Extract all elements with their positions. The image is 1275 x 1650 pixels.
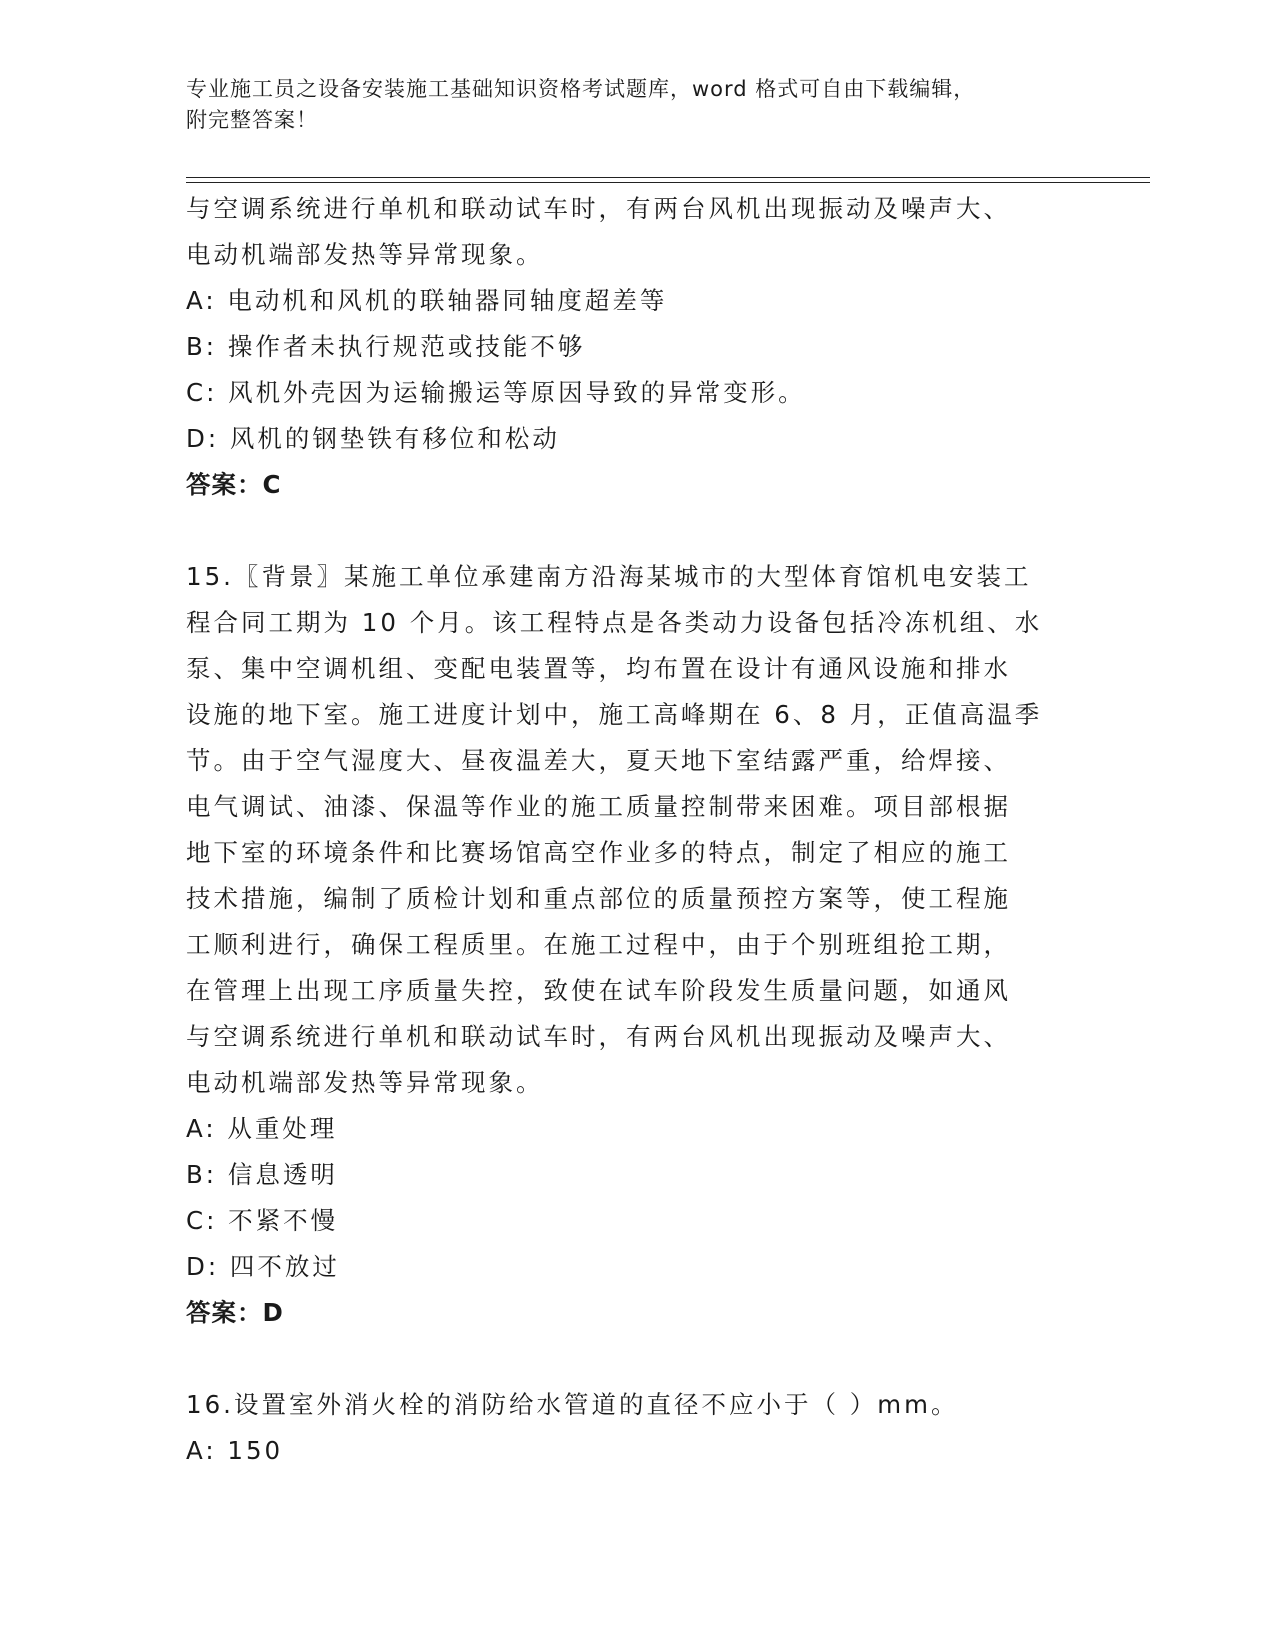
question-text-line: 设施的地下室。施工进度计划中，施工高峰期在 6、8 月，正值高温季 (186, 700, 1043, 729)
option-c: C: 不紧不慢 (186, 1206, 339, 1235)
question-text-line: 泵、集中空调机组、变配电装置等，均布置在设计有通风设施和排水 (186, 654, 1011, 683)
option-b: B: 操作者未执行规范或技能不够 (186, 332, 586, 361)
header-line-2: 附完整答案！ (186, 108, 318, 132)
question-text-line: 工顺利进行，确保工程质里。在施工过程中，由于个别班组抢工期， (186, 930, 1011, 959)
question-text-line: 节。由于空气湿度大、昼夜温差大，夏天地下室结露严重，给焊接、 (186, 746, 1011, 775)
option-a: A: 电动机和风机的联轴器同轴度超差等 (186, 286, 668, 315)
question-text-line: 电动机端部发热等异常现象。 (186, 240, 544, 269)
option-c: C: 风机外壳因为运输搬运等原因导致的异常变形。 (186, 378, 806, 407)
question-text-line: 16.设置室外消火栓的消防给水管道的直径不应小于（ ）mm。 (186, 1390, 959, 1419)
header-rule-top (186, 177, 1150, 178)
question-text-line: 程合同工期为 10 个月。该工程特点是各类动力设备包括冷冻机组、水 (186, 608, 1043, 637)
question-text-line: 电气调试、油漆、保温等作业的施工质量控制带来困难。项目部根据 (186, 792, 1011, 821)
option-a: A: 从重处理 (186, 1114, 338, 1143)
question-text-line: 电动机端部发热等异常现象。 (186, 1068, 544, 1097)
question-text-line: 15.〖背景〗某施工单位承建南方沿海某城市的大型体育馆机电安装工 (186, 562, 1032, 591)
option-b: B: 信息透明 (186, 1160, 338, 1189)
header-line-1: 专业施工员之设备安装施工基础知识资格考试题库，word 格式可自由下载编辑， (186, 77, 976, 101)
header-rule-bottom (186, 182, 1150, 183)
question-text-line: 在管理上出现工序质量失控，致使在试车阶段发生质量问题，如通风 (186, 976, 1011, 1005)
question-gap (186, 1336, 1042, 1382)
question-gap (186, 508, 1042, 554)
question-text-line: 地下室的环境条件和比赛场馆高空作业多的特点，制定了相应的施工 (186, 838, 1011, 867)
question-15 (186, 554, 1042, 1336)
question-text-line: 技术措施，编制了质检计划和重点部位的质量预控方案等，使工程施 (186, 884, 1011, 913)
question-text-line: 与空调系统进行单机和联动试车时，有两台风机出现振动及噪声大、 (186, 194, 1011, 223)
question-text-line: 与空调系统进行单机和联动试车时，有两台风机出现振动及噪声大、 (186, 1022, 1011, 1051)
answer-line: 答案：C (186, 470, 282, 499)
question-14 (186, 186, 1042, 508)
option-a: A: 150 (186, 1436, 284, 1465)
option-d: D: 风机的钢垫铁有移位和松动 (186, 424, 560, 453)
question-16 (186, 1382, 1042, 1474)
answer-line: 答案：D (186, 1298, 284, 1327)
option-d: D: 四不放过 (186, 1252, 340, 1281)
document-body (186, 186, 1042, 1474)
page-header (186, 74, 1086, 136)
